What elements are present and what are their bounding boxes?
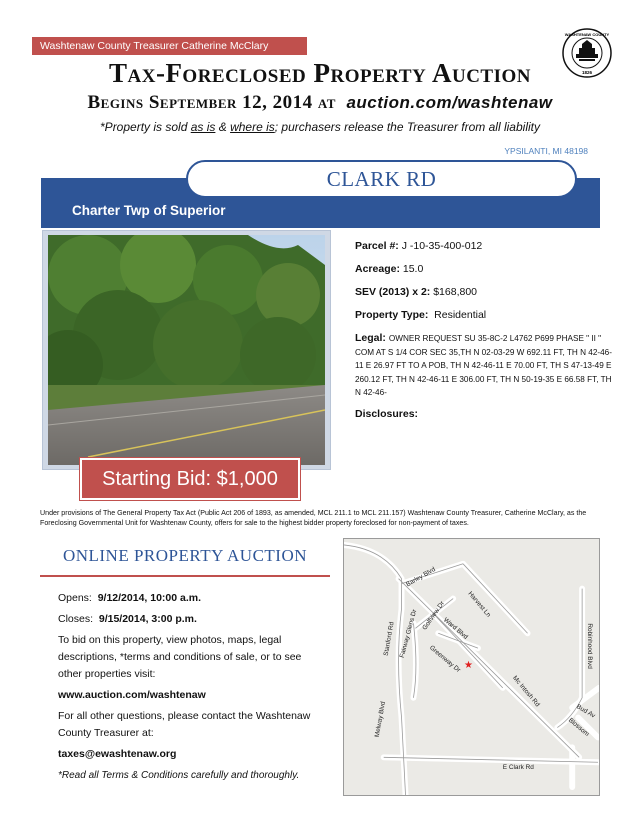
- map-street-label: Stanford Rd: [382, 621, 396, 657]
- online-auction-title: ONLINE PROPERTY AUCTION: [62, 546, 308, 565]
- page-title: Tax-Foreclosed Property Auction: [109, 58, 531, 88]
- township-label: Charter Twp of Superior: [72, 203, 226, 218]
- bid-instructions: To bid on this property, view photos, maps, legal descriptions, *terms and conditions of sale, or to see other properties visit:: [58, 634, 302, 680]
- presenter-banner: Washtenaw County Treasurer Catherine McClary Presents:: [32, 37, 307, 55]
- map-street-label: Barley Blvd: [405, 566, 437, 589]
- legal-provisions: Under provisions of The General Property Tax Act (Public Act 206 of 1893, as amended, MCL 211.1 to MCL 211.157) Washtenaw County Treasurer, Catherine McClary, as the Foreclosing Governmental Unit for Washtenaw County, offers for sale to the highest bidder property foreclosed for non-payment of taxes.: [40, 509, 587, 527]
- disclosures-row: Disclosures:: [355, 407, 419, 420]
- map-street-label: Golfview Dr: [421, 600, 447, 632]
- heading-divider: [40, 575, 330, 577]
- contact-instructions: For all other questions, please contact the Washtenaw County Treasurer at:: [58, 710, 311, 739]
- terms-note: *Read all Terms & Conditions carefully and thoroughly.: [58, 770, 300, 781]
- location-map[interactable]: [343, 538, 600, 796]
- online-auction-heading: [40, 545, 330, 577]
- map-street-label: Greenway Dr: [428, 644, 462, 675]
- property-address: CLARK RD: [186, 160, 577, 198]
- parcel-marker-icon: ★: [464, 659, 473, 671]
- legal-description: OWNER REQUEST SU 35-8C-2 L4762 P699 PHASE " II " COM AT S 1/4 COR SEC 35,TH N 02-03-29 W 692.11 FT, TH N 42-46-11 E 26.97 FT TO A POB, TH N 42-46-11 E 70.00 FT, TH S 47-13-49 E 260.12 FT, TH N 42-46-11 E 306.00 FT, TH N 50-19-35 E 66.58 FT, TH N 42-46-: [355, 334, 612, 397]
- property-photo: [48, 235, 325, 465]
- property-type-value: Residential: [434, 309, 487, 321]
- opens-value: 9/12/2014, 10:00 a.m.: [97, 592, 202, 604]
- auction-start-date: Begins September 12, 2014 at: [87, 92, 336, 113]
- sev-row: SEV (2013) x 2: $168,800: [355, 286, 478, 298]
- property-type-row: Property Type: Residential: [355, 309, 487, 321]
- map-street-label: E Clark Rd: [502, 764, 534, 772]
- email-link[interactable]: taxes@ewashtenaw.org: [58, 748, 177, 760]
- legal-row: Legal: OWNER REQUEST SU 35-8C-2 L4762 P699 PHASE " II " COM AT S 1/4 COR SEC 35,TH N 02-03-29 W 692.11 FT, TH N 42-46-11 E 26.97 FT TO A POB, TH N 42-46-11 E 70.00 FT, TH S 47-13-49 E 260.12 FT, TH N 42-46-11 E 306.00 FT, TH N 50-19-35 E 66.58 FT, TH N 42-46-: [355, 332, 612, 397]
- map-street-label: Melway Blvd: [373, 700, 387, 738]
- map-street-label: Fairway Glens Dr: [398, 608, 419, 659]
- map-street-label: Ward Blvd: [441, 616, 469, 641]
- map-street-label: Blossom: [566, 716, 591, 738]
- parcel-number: J -10-35-400-012: [401, 240, 483, 252]
- auction-start-line: [0, 92, 640, 114]
- online-auction-info: [58, 590, 328, 788]
- closes-value: 9/15/2014, 3:00 p.m.: [98, 613, 197, 625]
- map-street-label: Harvest Ln: [466, 590, 492, 619]
- property-details: [355, 240, 617, 431]
- auction-url-link[interactable]: www.auction.com/washtenaw: [58, 689, 206, 701]
- acreage-row: Acreage: 15.0: [355, 263, 424, 275]
- map-street-label: Robinhood Blvd: [586, 623, 594, 669]
- sev-value: $168,800: [433, 286, 478, 298]
- auction-site-link[interactable]: auction.com/washtenaw: [346, 93, 553, 112]
- svg-text:WASHTENAW COUNTY: WASHTENAW COUNTY: [564, 32, 610, 37]
- starting-bid-badge: Starting Bid: $1,000: [80, 458, 300, 500]
- svg-text:1826: 1826: [581, 70, 593, 75]
- city-label: YPSILANTI, MI 48198: [504, 146, 588, 156]
- as-is-disclaimer: *Property is sold as is & where is; purchasers release the Treasurer from all liability: [100, 120, 540, 134]
- map-street-label: Bud Av: [575, 703, 597, 720]
- map-street-label: Mc Intosh Rd: [511, 674, 541, 709]
- parcel-row: Parcel #: J -10-35-400-012: [355, 240, 483, 252]
- opens-row: Opens: 9/12/2014, 10:00 a.m.: [58, 592, 202, 604]
- closes-row: Closes: 9/15/2014, 3:00 p.m.: [58, 613, 197, 625]
- acreage-value: 15.0: [402, 263, 424, 275]
